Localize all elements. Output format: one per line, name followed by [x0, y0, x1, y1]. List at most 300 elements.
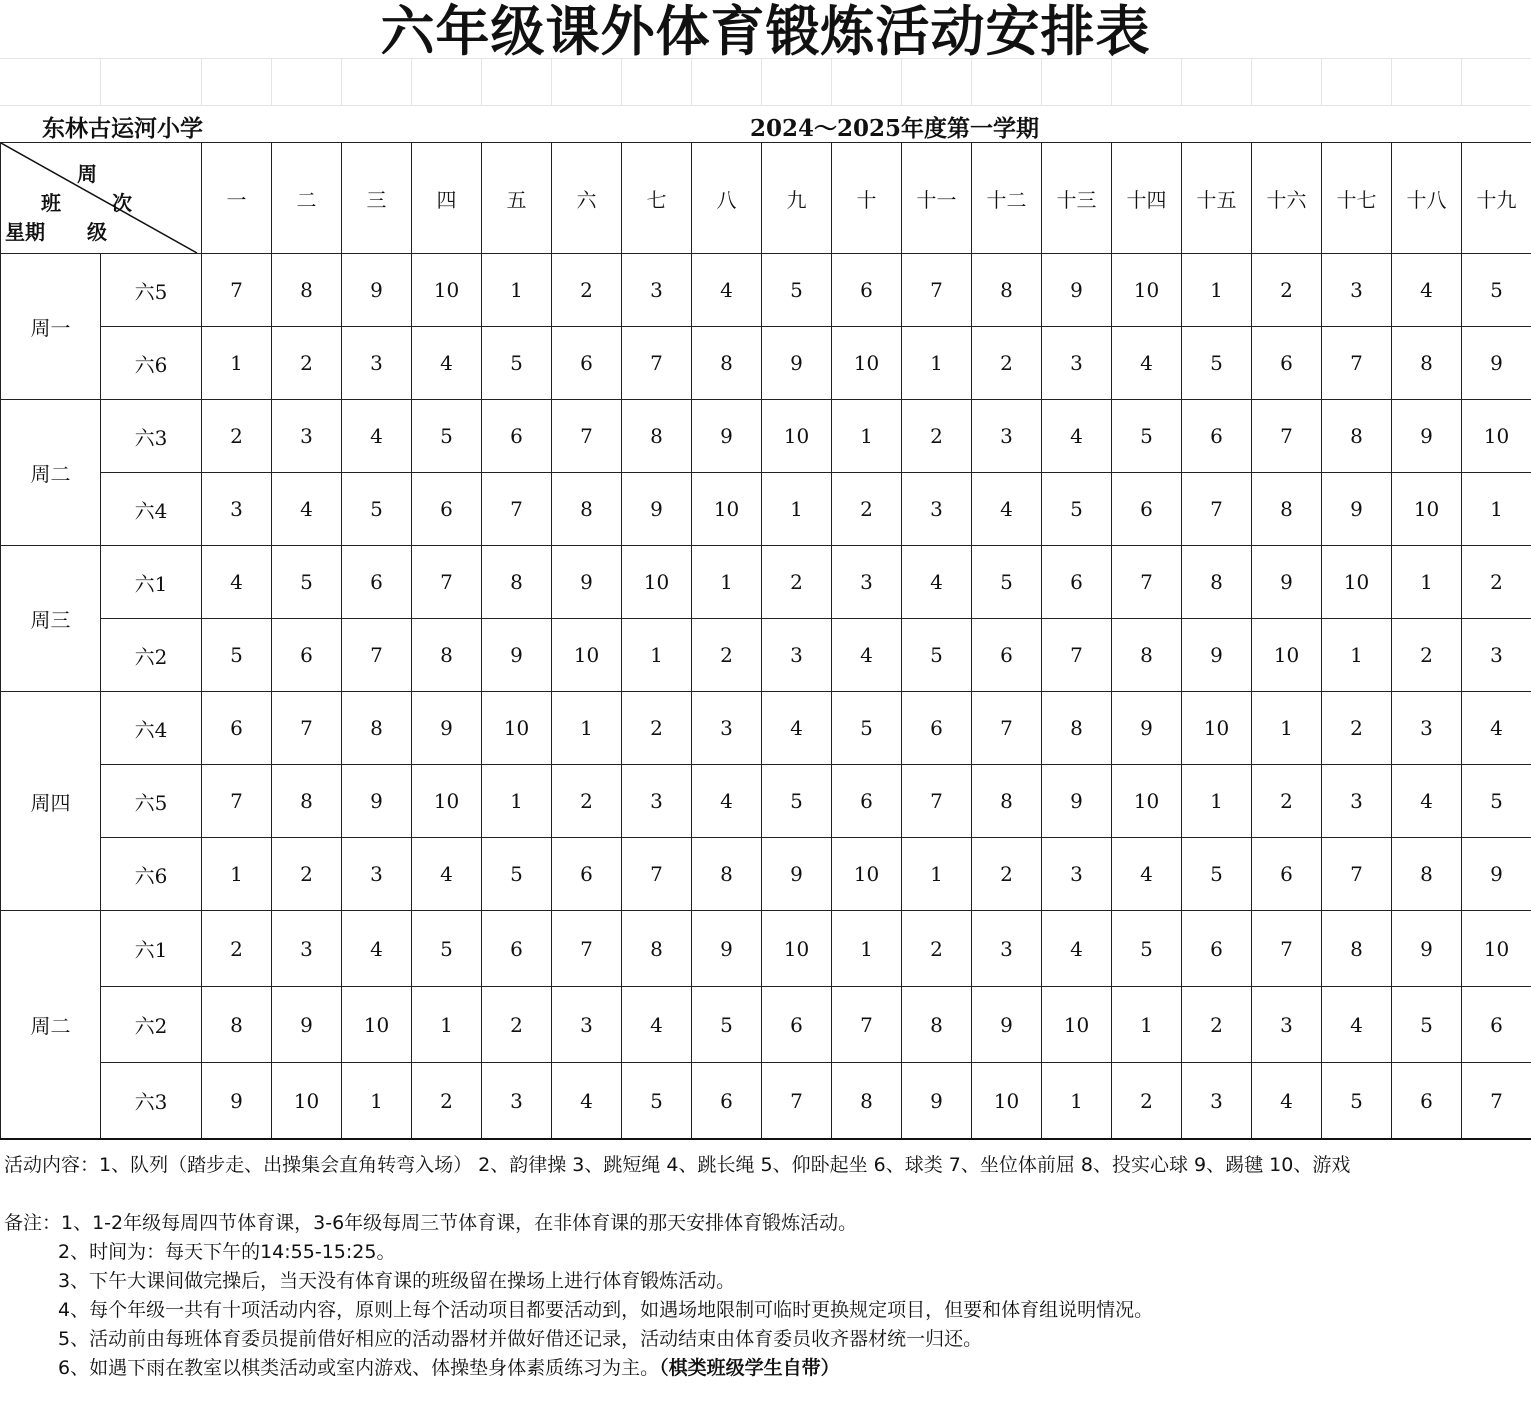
activity-cell: 4 — [832, 619, 902, 692]
activity-cell: 2 — [272, 327, 342, 400]
activity-cell: 1 — [482, 765, 552, 838]
activity-cell: 10 — [482, 692, 552, 765]
gridline — [201, 59, 202, 105]
spreadsheet-empty-row — [0, 58, 1531, 106]
activity-cell: 8 — [1322, 400, 1392, 473]
activity-cell: 7 — [1042, 619, 1112, 692]
activity-cell: 8 — [972, 254, 1042, 327]
activity-cell: 3 — [1042, 838, 1112, 911]
week-header-cell: 十 — [832, 143, 902, 254]
activity-cell: 10 — [1112, 254, 1182, 327]
activity-cell: 1 — [1392, 546, 1462, 619]
activity-cell: 3 — [202, 473, 272, 546]
activity-cell: 2 — [972, 838, 1042, 911]
activity-cell: 7 — [972, 692, 1042, 765]
table-row — [1, 838, 1531, 911]
activity-cell: 10 — [1462, 400, 1531, 473]
activity-cell: 10 — [1322, 546, 1392, 619]
activity-cell: 1 — [832, 400, 902, 473]
activity-cell: 2 — [692, 619, 762, 692]
activity-cell: 2 — [482, 987, 552, 1063]
activity-cell: 10 — [762, 911, 832, 987]
activity-cell: 2 — [412, 1063, 482, 1140]
corner-week-char2: 次 — [112, 191, 132, 215]
activity-cell: 2 — [1182, 987, 1252, 1063]
activity-cell: 10 — [1462, 911, 1531, 987]
activity-cell: 6 — [202, 692, 272, 765]
activity-cell: 6 — [272, 619, 342, 692]
week-header-cell: 三 — [342, 143, 412, 254]
activity-cell: 5 — [832, 692, 902, 765]
activity-cell: 4 — [1392, 254, 1462, 327]
activity-cell: 8 — [1182, 546, 1252, 619]
activity-cell: 2 — [1392, 619, 1462, 692]
activity-cell: 8 — [552, 473, 622, 546]
activity-cell: 6 — [1042, 546, 1112, 619]
activity-cell: 9 — [622, 473, 692, 546]
week-header-cell: 十五 — [1182, 143, 1252, 254]
remark-last — [4, 1354, 1528, 1383]
activity-cell: 6 — [1182, 911, 1252, 987]
activity-cell: 2 — [552, 254, 622, 327]
week-header-cell: 六 — [552, 143, 622, 254]
activity-cell: 8 — [202, 987, 272, 1063]
gridline — [691, 59, 692, 105]
activity-cell: 2 — [202, 400, 272, 473]
activity-cell: 6 — [832, 765, 902, 838]
gridline — [831, 59, 832, 105]
week-header-cell: 十八 — [1392, 143, 1462, 254]
gridline — [1181, 59, 1182, 105]
table-row — [1, 254, 1531, 327]
remark-first: 备注：1、1-2年级每周四节体育课，3-6年级每周三节体育课，在非体育课的那天安排体育锻炼活动。 — [4, 1212, 858, 1234]
activity-cell: 4 — [972, 473, 1042, 546]
activity-cell: 4 — [1112, 838, 1182, 911]
activity-cell: 4 — [202, 546, 272, 619]
class-cell: 六1 — [101, 911, 202, 987]
activity-cell: 3 — [622, 254, 692, 327]
table-row — [1, 1063, 1531, 1140]
activity-cell: 3 — [622, 765, 692, 838]
day-cell: 周一 — [1, 254, 101, 400]
class-cell: 六3 — [101, 400, 202, 473]
week-header-cell: 七 — [622, 143, 692, 254]
activity-cell: 5 — [1392, 987, 1462, 1063]
activity-cell: 6 — [552, 327, 622, 400]
activity-cell: 3 — [342, 327, 412, 400]
school-name: 东林古运河小学 — [42, 115, 203, 142]
activity-cell: 4 — [1042, 911, 1112, 987]
activity-cell: 8 — [1042, 692, 1112, 765]
week-header-cell: 一 — [202, 143, 272, 254]
activity-cell: 7 — [1462, 1063, 1531, 1140]
activity-cell: 10 — [832, 327, 902, 400]
activity-cell: 9 — [1182, 619, 1252, 692]
activity-cell: 4 — [1322, 987, 1392, 1063]
table-row — [1, 987, 1531, 1063]
activity-cell: 5 — [342, 473, 412, 546]
gridline — [901, 59, 902, 105]
remark-item: 3、下午大课间做完操后，当天没有体育课的班级留在操场上进行体育锻炼活动。 — [58, 1270, 736, 1292]
activity-cell: 5 — [1462, 254, 1531, 327]
activity-cell: 4 — [342, 911, 412, 987]
activity-cell: 6 — [1392, 1063, 1462, 1140]
activity-cell: 1 — [412, 987, 482, 1063]
activity-cell: 7 — [902, 765, 972, 838]
activity-cell: 1 — [832, 911, 902, 987]
activity-cell: 10 — [552, 619, 622, 692]
activity-cell: 4 — [342, 400, 412, 473]
activity-cell: 8 — [1392, 838, 1462, 911]
activity-cell: 7 — [1182, 473, 1252, 546]
activity-cell: 8 — [482, 546, 552, 619]
activity-cell: 7 — [622, 838, 692, 911]
activity-cell: 1 — [202, 838, 272, 911]
activity-cell: 2 — [272, 838, 342, 911]
gridline — [481, 59, 482, 105]
activity-cell: 6 — [762, 987, 832, 1063]
activity-cell: 3 — [692, 692, 762, 765]
table-row — [1, 546, 1531, 619]
activity-cell: 2 — [762, 546, 832, 619]
activity-cell: 2 — [1252, 765, 1322, 838]
activity-cell: 3 — [272, 400, 342, 473]
activity-cell: 10 — [412, 765, 482, 838]
activity-cell: 6 — [552, 838, 622, 911]
activity-cell: 4 — [1462, 692, 1531, 765]
activity-cell: 10 — [1182, 692, 1252, 765]
activity-cell: 10 — [342, 987, 412, 1063]
activity-cell: 3 — [972, 400, 1042, 473]
activity-cell: 7 — [622, 327, 692, 400]
class-cell: 六5 — [101, 765, 202, 838]
activity-cell: 9 — [762, 327, 832, 400]
activity-cell: 4 — [622, 987, 692, 1063]
activity-cell: 8 — [622, 400, 692, 473]
activity-cell: 5 — [272, 546, 342, 619]
week-header-cell: 十一 — [902, 143, 972, 254]
activity-cell: 9 — [1462, 327, 1531, 400]
activity-cell: 5 — [902, 619, 972, 692]
activity-cell: 8 — [972, 765, 1042, 838]
activity-cell: 2 — [902, 911, 972, 987]
activity-cell: 4 — [762, 692, 832, 765]
activity-cell: 9 — [1392, 400, 1462, 473]
activity-cell: 1 — [902, 838, 972, 911]
activity-cell: 3 — [1182, 1063, 1252, 1140]
class-cell: 六6 — [101, 838, 202, 911]
activity-cell: 6 — [482, 400, 552, 473]
table-row — [1, 692, 1531, 765]
activity-cell: 7 — [1322, 327, 1392, 400]
activity-cell: 6 — [1112, 473, 1182, 546]
activity-cell: 3 — [1322, 765, 1392, 838]
class-cell: 六4 — [101, 473, 202, 546]
activity-cell: 3 — [972, 911, 1042, 987]
activity-cell: 6 — [832, 254, 902, 327]
corner-week-char1: 周 — [77, 162, 97, 186]
week-header-cell: 十七 — [1322, 143, 1392, 254]
activity-cell: 8 — [622, 911, 692, 987]
activity-cell: 9 — [902, 1063, 972, 1140]
activity-cell: 7 — [202, 254, 272, 327]
activity-cell: 10 — [1042, 987, 1112, 1063]
activity-cell: 10 — [1392, 473, 1462, 546]
activity-cell: 5 — [202, 619, 272, 692]
table-row — [1, 619, 1531, 692]
activity-cell: 10 — [762, 400, 832, 473]
activity-cell: 8 — [902, 987, 972, 1063]
activity-cell: 3 — [1322, 254, 1392, 327]
activity-cell: 7 — [1252, 400, 1322, 473]
week-header-cell: 二 — [272, 143, 342, 254]
activity-cell: 5 — [1462, 765, 1531, 838]
week-header-cell: 四 — [412, 143, 482, 254]
gridline — [100, 59, 101, 105]
week-header-cell: 十四 — [1112, 143, 1182, 254]
activity-cell: 4 — [1252, 1063, 1322, 1140]
gridline — [971, 59, 972, 105]
week-header-cell: 五 — [482, 143, 552, 254]
activity-cell: 9 — [482, 619, 552, 692]
activity-cell: 4 — [692, 765, 762, 838]
activity-cell: 9 — [692, 911, 762, 987]
activity-cell: 1 — [622, 619, 692, 692]
gridline — [1041, 59, 1042, 105]
activity-cell: 7 — [1322, 838, 1392, 911]
activity-cell: 1 — [1252, 692, 1322, 765]
remark-last-bold: （棋类班级学生自带） — [659, 1357, 840, 1379]
gridline — [341, 59, 342, 105]
activity-cell: 8 — [1322, 911, 1392, 987]
activity-cell: 6 — [482, 911, 552, 987]
activity-cell: 1 — [1182, 765, 1252, 838]
class-cell: 六2 — [101, 619, 202, 692]
activity-cell: 1 — [762, 473, 832, 546]
activity-cell: 8 — [1112, 619, 1182, 692]
activity-cell: 6 — [902, 692, 972, 765]
activity-cell: 10 — [412, 254, 482, 327]
activity-cell: 9 — [552, 546, 622, 619]
activity-cell: 1 — [902, 327, 972, 400]
activity-cell: 9 — [1042, 254, 1112, 327]
class-cell: 六1 — [101, 546, 202, 619]
activity-cell: 3 — [1252, 987, 1322, 1063]
activity-cell: 2 — [972, 327, 1042, 400]
remark-item: 5、活动前由每班体育委员提前借好相应的活动器材并做好借还记录，活动结束由体育委员收齐器材统一归还。 — [58, 1328, 983, 1350]
table-row — [1, 765, 1531, 838]
class-cell: 六2 — [101, 987, 202, 1063]
day-cell: 周二 — [1, 911, 101, 1140]
activity-cell: 2 — [1322, 692, 1392, 765]
activity-cell: 6 — [342, 546, 412, 619]
activity-cell: 4 — [552, 1063, 622, 1140]
activity-cell: 1 — [692, 546, 762, 619]
activity-cell: 8 — [412, 619, 482, 692]
activity-cell: 3 — [552, 987, 622, 1063]
activity-cell: 8 — [272, 765, 342, 838]
gridline — [411, 59, 412, 105]
activity-cell: 3 — [1042, 327, 1112, 400]
class-cell: 六4 — [101, 692, 202, 765]
class-cell: 六6 — [101, 327, 202, 400]
schedule-table — [0, 142, 1531, 1140]
activity-cell: 9 — [1042, 765, 1112, 838]
activity-cell: 1 — [342, 1063, 412, 1140]
activity-cell: 10 — [622, 546, 692, 619]
activity-cell: 5 — [1182, 838, 1252, 911]
activity-cell: 5 — [1112, 400, 1182, 473]
activity-cell: 2 — [902, 400, 972, 473]
activity-cell: 8 — [1252, 473, 1322, 546]
activity-cell: 3 — [832, 546, 902, 619]
activity-cell: 8 — [342, 692, 412, 765]
activity-cell: 5 — [622, 1063, 692, 1140]
gridline — [1391, 59, 1392, 105]
activity-cell: 5 — [482, 838, 552, 911]
activity-cell: 3 — [342, 838, 412, 911]
activity-cell: 5 — [1322, 1063, 1392, 1140]
activity-cell: 8 — [692, 838, 762, 911]
activity-cell: 1 — [1462, 473, 1531, 546]
table-row — [1, 400, 1531, 473]
remark-last-text: 6、如遇下雨在教室以棋类活动或室内游戏、体操垫身体素质练习为主。 — [58, 1357, 660, 1379]
activity-cell: 10 — [972, 1063, 1042, 1140]
activity-cell: 6 — [1462, 987, 1531, 1063]
activity-cell: 10 — [1252, 619, 1322, 692]
activity-cell: 4 — [412, 838, 482, 911]
activity-cell: 4 — [1042, 400, 1112, 473]
activity-cell: 3 — [1462, 619, 1531, 692]
remark-item: 2、时间为：每天下午的14:55-15:25。 — [58, 1241, 396, 1263]
corner-class-char2: 级 — [87, 220, 107, 244]
activity-cell: 2 — [832, 473, 902, 546]
activity-cell: 9 — [1252, 546, 1322, 619]
activity-cell: 2 — [622, 692, 692, 765]
activity-cell: 9 — [412, 692, 482, 765]
activity-cell: 1 — [1182, 254, 1252, 327]
activity-cell: 7 — [1112, 546, 1182, 619]
corner-day-label: 星期 — [5, 220, 45, 244]
activity-cell: 4 — [1112, 327, 1182, 400]
week-header-cell: 九 — [762, 143, 832, 254]
activity-cell: 10 — [272, 1063, 342, 1140]
activity-cell: 9 — [272, 987, 342, 1063]
activity-cell: 7 — [832, 987, 902, 1063]
activity-cell: 6 — [972, 619, 1042, 692]
day-cell: 周三 — [1, 546, 101, 692]
activity-cell: 5 — [692, 987, 762, 1063]
corner-class-char1: 班 — [41, 191, 61, 215]
activity-cell: 3 — [1392, 692, 1462, 765]
activity-cell: 2 — [1252, 254, 1322, 327]
activity-cell: 7 — [552, 400, 622, 473]
table-row — [1, 911, 1531, 987]
gridline — [761, 59, 762, 105]
activity-cell: 5 — [1112, 911, 1182, 987]
activity-cell: 7 — [902, 254, 972, 327]
week-header-cell: 十二 — [972, 143, 1042, 254]
class-cell: 六3 — [101, 1063, 202, 1140]
week-header-cell: 十九 — [1462, 143, 1531, 254]
notes-section — [4, 1151, 1528, 1383]
activity-cell: 5 — [1042, 473, 1112, 546]
remark-item: 4、每个年级一共有十项活动内容，原则上每个活动项目都要活动到，如遇场地限制可临时更换规定项目，但要和体育组说明情况。 — [58, 1299, 1154, 1321]
week-header-cell: 十三 — [1042, 143, 1112, 254]
gridline — [1461, 59, 1462, 105]
activity-cell: 5 — [482, 327, 552, 400]
activity-cell: 5 — [972, 546, 1042, 619]
activity-cell: 4 — [272, 473, 342, 546]
corner-header-cell — [1, 143, 202, 254]
gridline — [551, 59, 552, 105]
activity-cell: 2 — [1462, 546, 1531, 619]
activity-cell: 4 — [1392, 765, 1462, 838]
term-label: 2024～2025年度第一学期 — [750, 115, 1040, 142]
activity-cell: 9 — [1462, 838, 1531, 911]
activity-cell: 3 — [482, 1063, 552, 1140]
activity-cell: 8 — [1392, 327, 1462, 400]
week-header-cell: 十六 — [1252, 143, 1322, 254]
gridline — [271, 59, 272, 105]
page-title: 六年级课外体育锻炼活动安排表 — [380, 0, 1151, 63]
activity-cell: 9 — [342, 765, 412, 838]
gridline — [1321, 59, 1322, 105]
activity-cell: 10 — [832, 838, 902, 911]
day-cell: 周二 — [1, 400, 101, 546]
activity-cell: 7 — [482, 473, 552, 546]
activity-cell: 5 — [762, 254, 832, 327]
table-row — [1, 473, 1531, 546]
activity-cell: 5 — [1182, 327, 1252, 400]
activity-cell: 7 — [202, 765, 272, 838]
gridline — [621, 59, 622, 105]
activity-cell: 10 — [692, 473, 762, 546]
activity-cell: 10 — [1112, 765, 1182, 838]
table-row — [1, 327, 1531, 400]
activity-cell: 9 — [202, 1063, 272, 1140]
activity-cell: 8 — [692, 327, 762, 400]
class-cell: 六5 — [101, 254, 202, 327]
activity-cell: 3 — [902, 473, 972, 546]
activity-cell: 4 — [902, 546, 972, 619]
activity-cell: 3 — [762, 619, 832, 692]
activity-cell: 7 — [762, 1063, 832, 1140]
activity-cell: 6 — [412, 473, 482, 546]
activity-cell: 1 — [1042, 1063, 1112, 1140]
activity-cell: 1 — [482, 254, 552, 327]
gridline — [1111, 59, 1112, 105]
day-cell: 周四 — [1, 692, 101, 911]
activity-cell: 9 — [1392, 911, 1462, 987]
activity-cell: 1 — [202, 327, 272, 400]
activity-cell: 8 — [272, 254, 342, 327]
activity-cell: 4 — [412, 327, 482, 400]
activity-cell: 4 — [692, 254, 762, 327]
activity-cell: 2 — [202, 911, 272, 987]
activity-cell: 1 — [1112, 987, 1182, 1063]
activity-cell: 9 — [1112, 692, 1182, 765]
activity-cell: 9 — [692, 400, 762, 473]
activity-cell: 2 — [552, 765, 622, 838]
activity-cell: 6 — [1252, 327, 1322, 400]
activity-cell: 9 — [1322, 473, 1392, 546]
activity-cell: 6 — [692, 1063, 762, 1140]
activity-cell: 5 — [762, 765, 832, 838]
activity-cell: 9 — [762, 838, 832, 911]
activities-text: 活动内容：1、队列（踏步走、出操集会直角转弯入场） 2、韵律操 3、跳短绳 4、跳长绳 5、仰卧起坐 6、球类 7、坐位体前屈 8、投实心球 9、踢毽 10、游戏 — [4, 1154, 1351, 1176]
activity-cell: 5 — [412, 911, 482, 987]
